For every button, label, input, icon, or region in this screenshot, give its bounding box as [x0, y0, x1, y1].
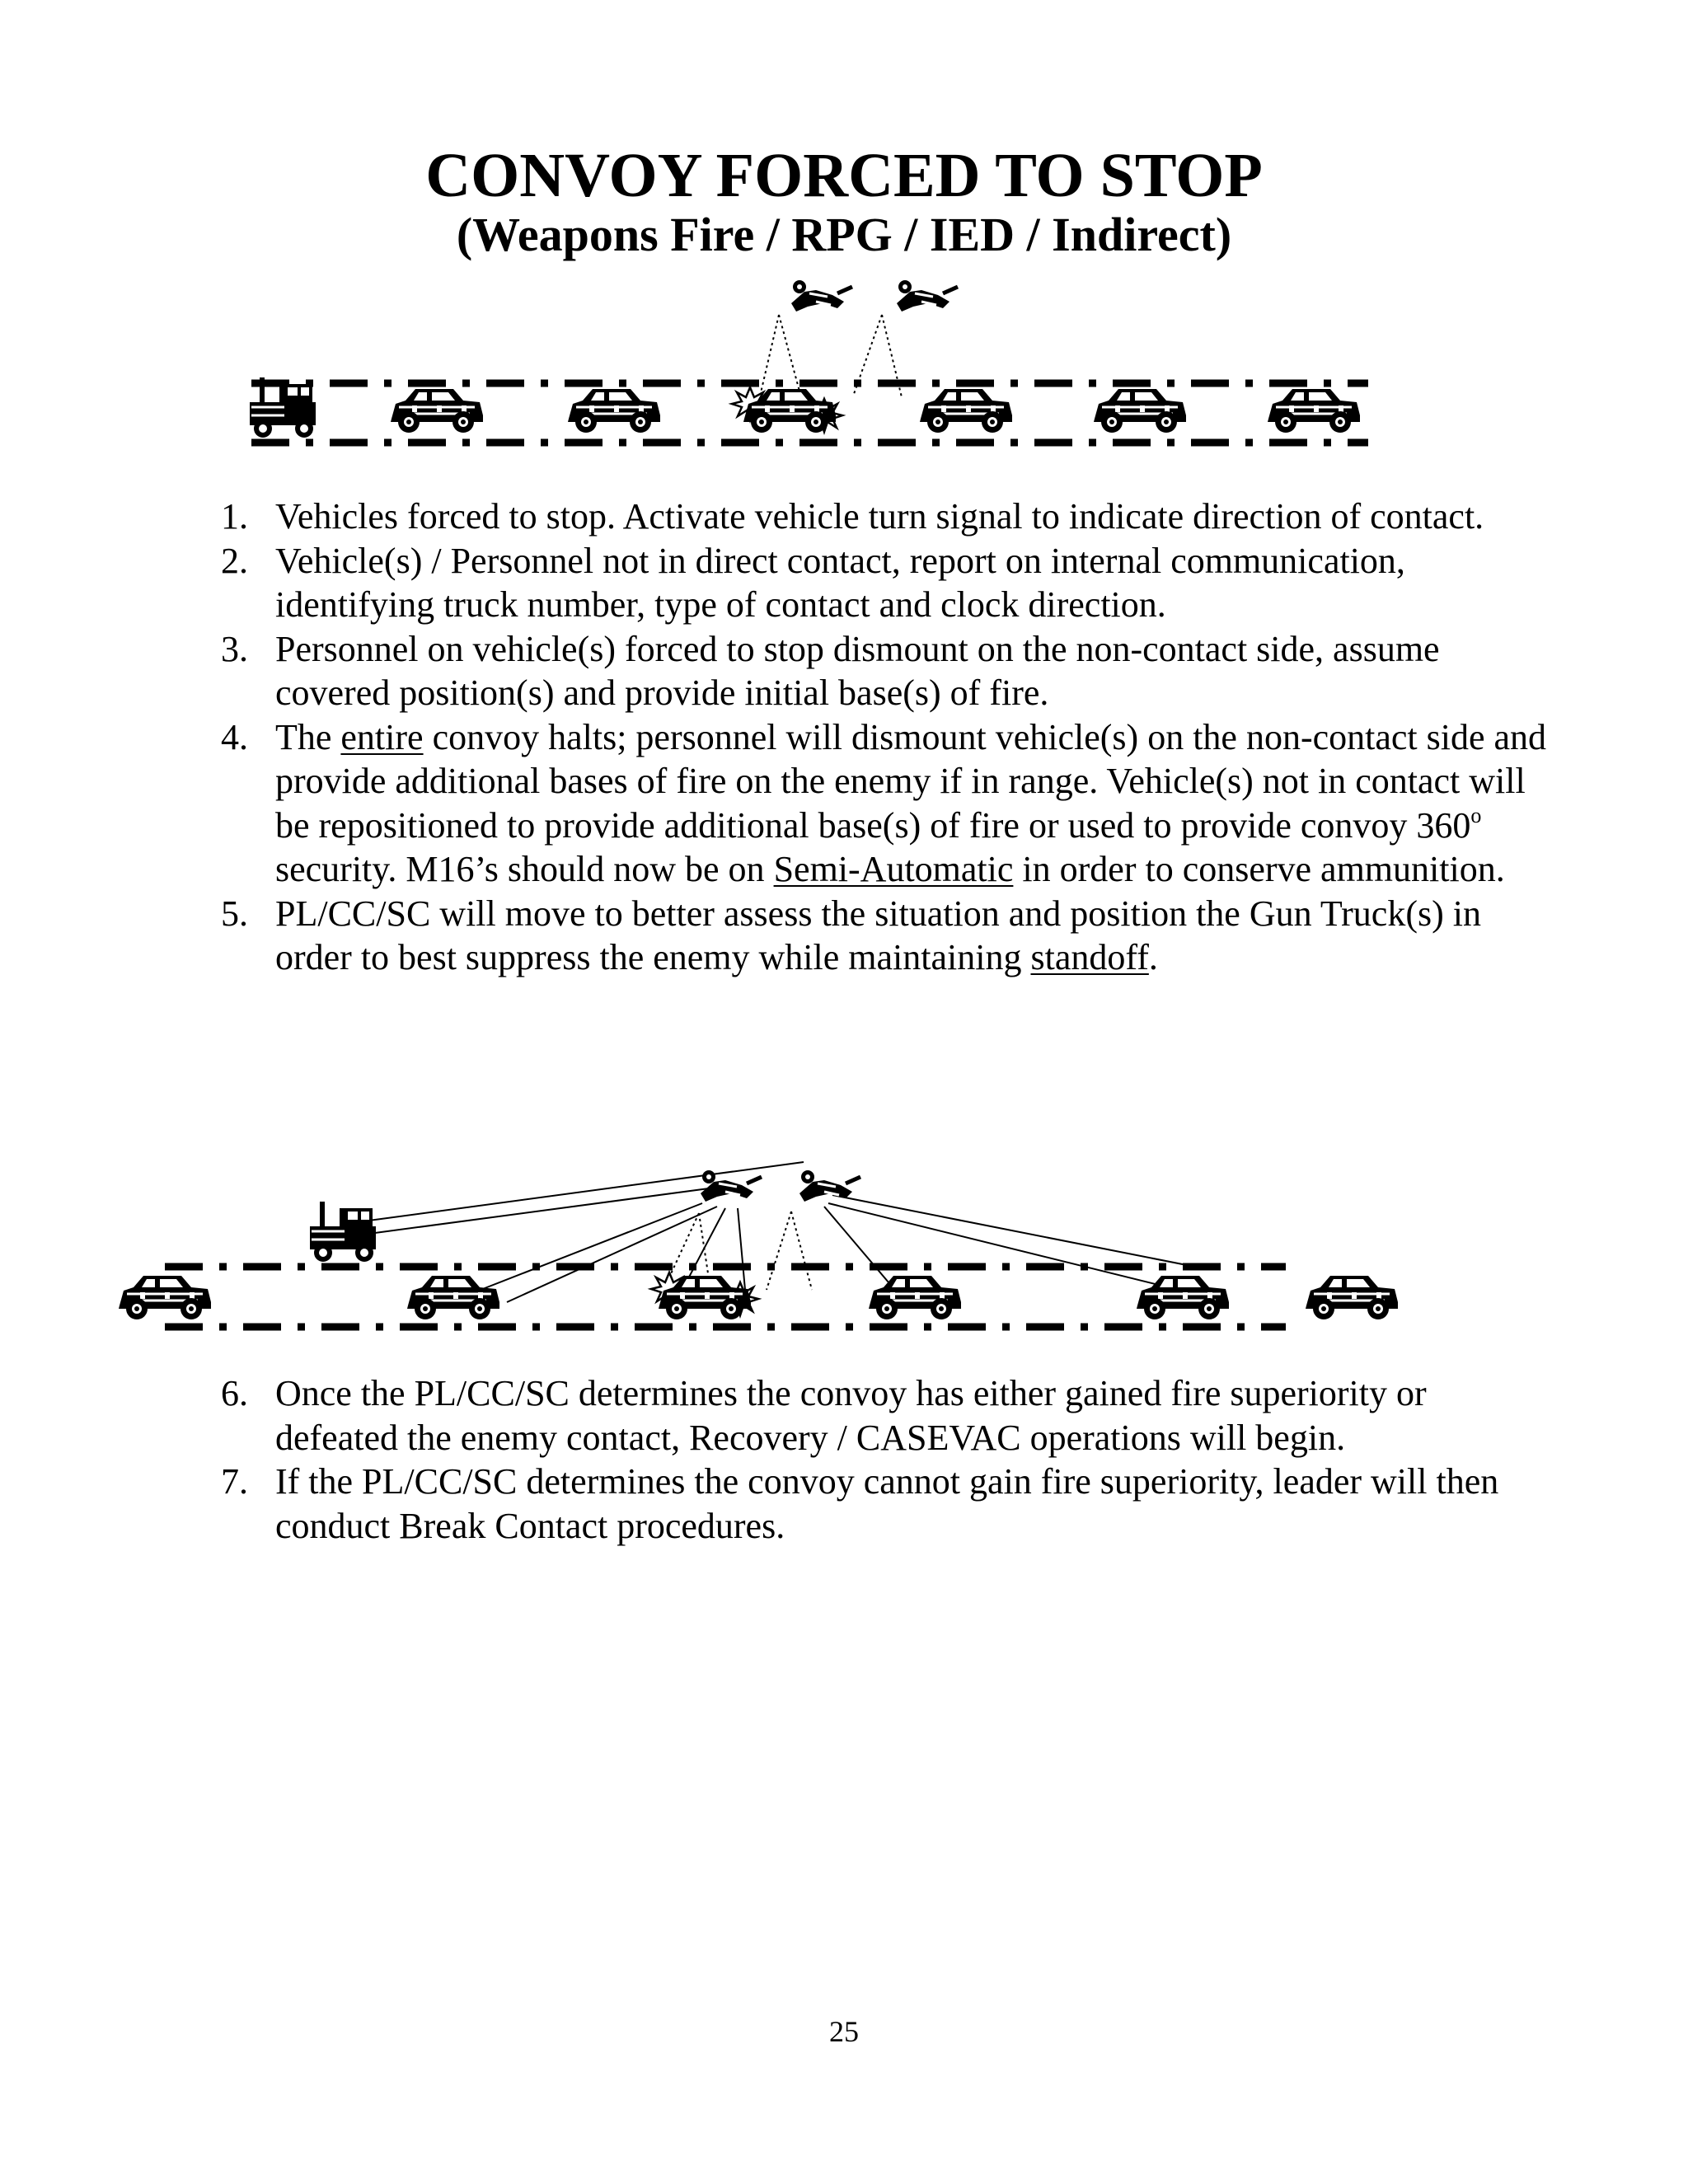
- page-number: 25: [829, 2015, 859, 2048]
- underlined-text: standoff: [1030, 937, 1149, 977]
- humvee-icon: [1268, 389, 1360, 433]
- enemy-icon: [701, 1170, 762, 1202]
- humvee-icon: [869, 1276, 961, 1319]
- underlined-text: entire: [340, 716, 424, 757]
- list-item: 7. If the PL/CC/SC determines the convoy cannot gain fire superiority, leader will then conduct Break Contact procedures.: [221, 1461, 1499, 1546]
- humvee-icon: [568, 389, 660, 433]
- procedure-steps-2: [221, 1371, 1556, 1548]
- underlined-text: Semi-Automatic: [773, 849, 1014, 889]
- humvee-icon: [119, 1276, 211, 1319]
- list-item: 2. Vehicle(s) / Personnel not in direct contact, report on internal communication, identifying truck number, type of contact and clock direction.: [221, 540, 1405, 625]
- page-title: CONVOY FORCED TO STOP: [425, 141, 1263, 210]
- gun-truck-icon: [310, 1202, 376, 1262]
- page-subtitle: (Weapons Fire / RPG / IED / Indirect): [456, 208, 1232, 261]
- degree-superscript: o: [1470, 803, 1482, 827]
- humvee-icon: [920, 389, 1012, 433]
- convoy-column-diagram: [0, 272, 1688, 462]
- lead-truck-icon: [250, 377, 316, 438]
- list-item: 4. The entire convoy halts; personnel will dismount vehicle(s) on the non-contact side and provide additional bases of fire on the enemy if in range. Vehicle(s) not in contact will be repositioned to provide additional base(s) of fire or used to provide convoy 360$^o$ security. M16’s should now be on Semi-Automatic in order to conserve ammunition.: [221, 716, 1547, 889]
- enemy-icon: [897, 280, 958, 312]
- convoy-base-of-fire-diagram: [0, 1137, 1688, 1352]
- list-item: 6. Once the PL/CC/SC determines the convoy has either gained fire superiority or defeated the enemy contact, Recovery / CASEVAC operations will begin.: [221, 1373, 1427, 1458]
- humvee-icon: [1094, 389, 1186, 433]
- list-item: 1. Vehicles forced to stop. Activate vehicle turn signal to indicate direction of contact.: [221, 496, 1484, 537]
- enemy-icon: [791, 280, 852, 312]
- list-item: 5. PL/CC/SC will move to better assess the situation and position the Gun Truck(s) in order to best suppress the enemy while maintaining standoff.: [221, 893, 1481, 977]
- humvee-icon: [1306, 1276, 1398, 1319]
- list-item: 3. Personnel on vehicle(s) forced to stop dismount on the non-contact side, assume covered position(s) and provide initial base(s) of fire.: [221, 628, 1440, 713]
- procedure-steps-1: [221, 494, 1556, 980]
- enemy-icon: [799, 1170, 860, 1202]
- humvee-icon: [391, 389, 483, 433]
- humvee-icon: [407, 1276, 499, 1319]
